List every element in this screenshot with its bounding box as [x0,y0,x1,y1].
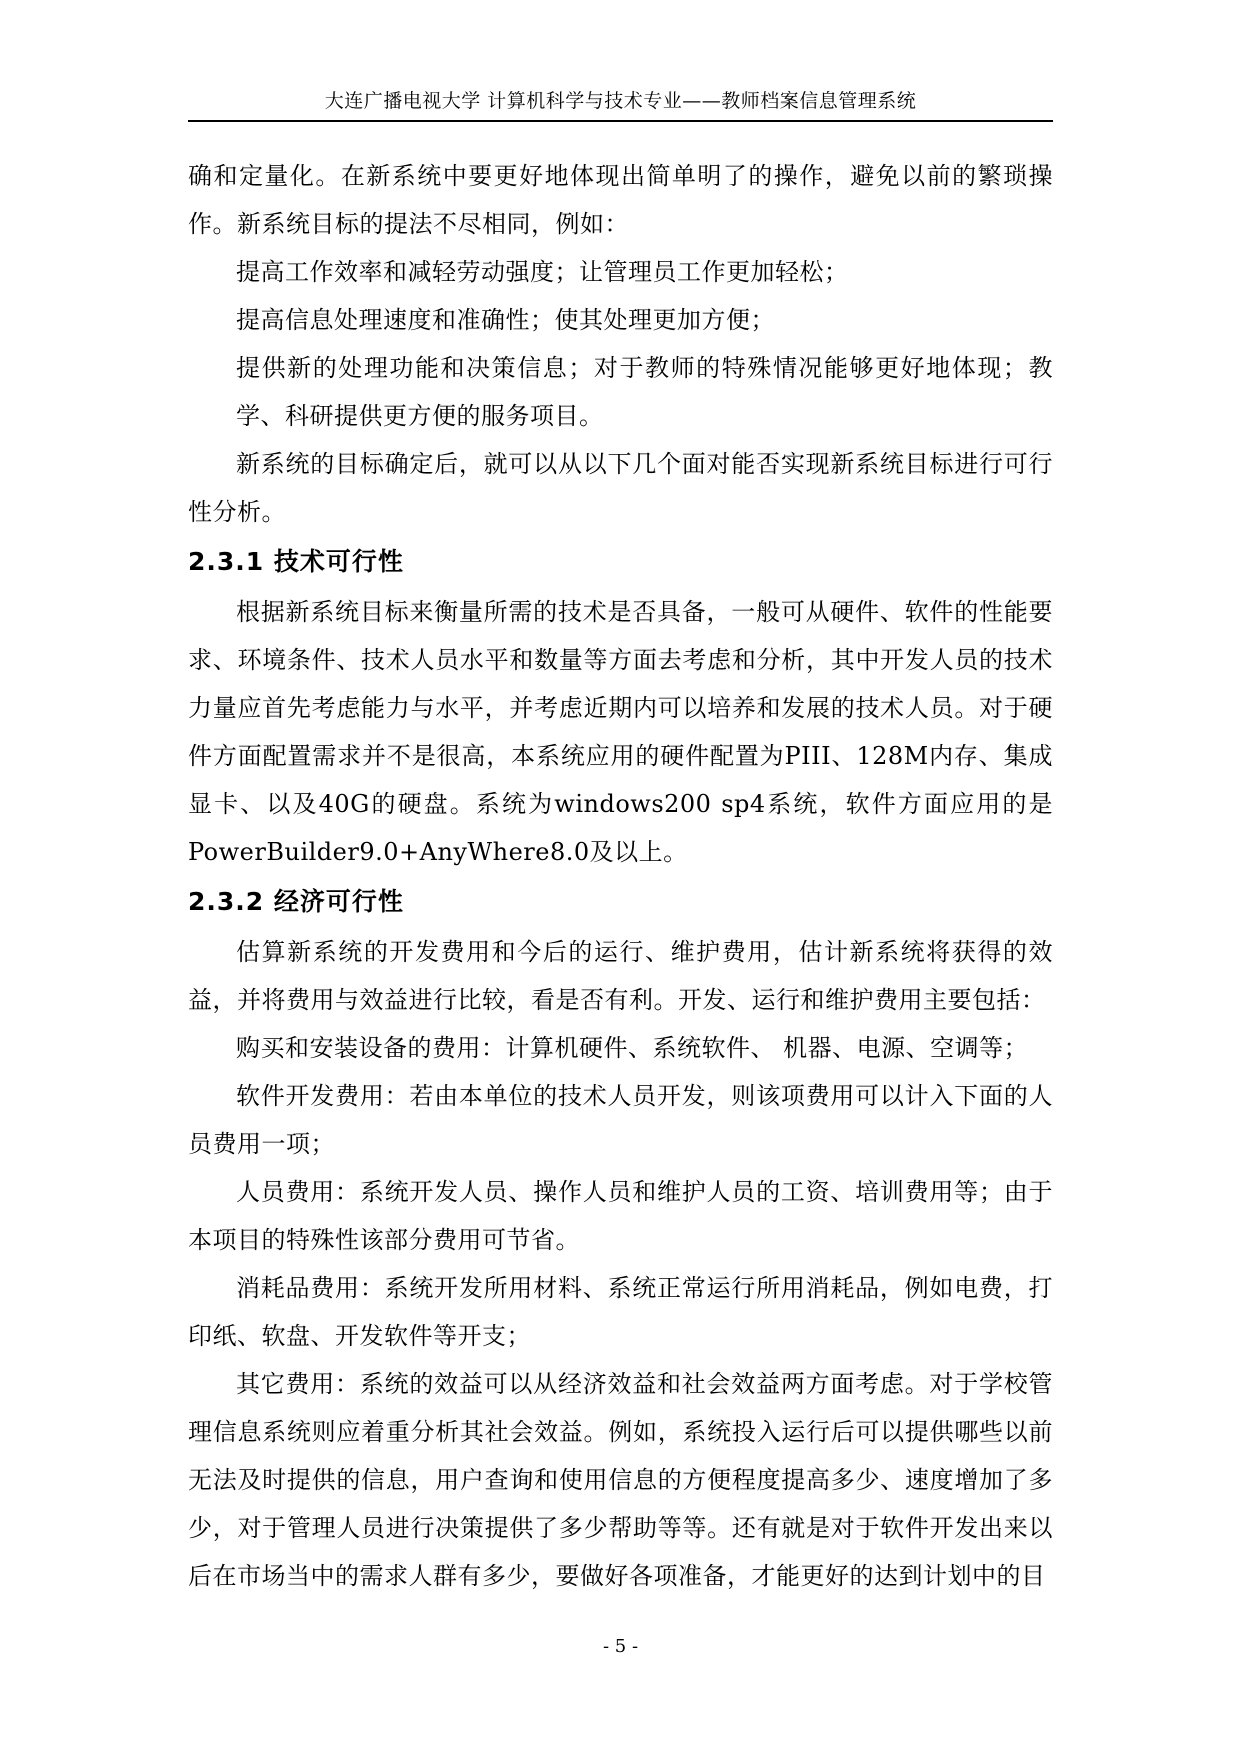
section-heading-economic-feasibility: 2.3.2 经济可行性 [188,887,404,916]
paragraph-economic-intro: 估算新系统的开发费用和今后的运行、维护费用，估计新系统将获得的效益，并将费用与效益进行比较，看是否有利。开发、运行和维护费用主要包括： [188,938,1053,1014]
paragraph-technical-feasibility: 根据新系统目标来衡量所需的技术是否具备，一般可从硬件、软件的性能要求、环境条件、技术人员水平和数量等方面去考虑和分析，其中开发人员的技术力量应首先考虑能力与水平，并考虑近期内可以培养和发展的技术人员。对于硬件方面配置需求并不是很高，本系统应用的硬件配置为PIII、128M内存、集成显卡、以及40G的硬盘。系统为windows200 sp4系统，软件方面应用的是PowerBuilder9.0+AnyWhere8.0及以上。 [188,598,1053,866]
cost-item-other: 其它费用：系统的效益可以从经济效益和社会效益两方面考虑。对于学校管理信息系统则应着重分析其社会效益。例如，系统投入运行后可以提供哪些以前无法及时提供的信息，用户查询和使用信息的方便程度提高多少、速度增加了多少，对于管理人员进行决策提供了多少帮助等等。还有就是对于软件开发出来以后在市场当中的需求人群有多少，要做好各项准备，才能更好的达到计划中的目 [188,1370,1053,1590]
cost-item-consumables: 消耗品费用：系统开发所用材料、系统正常运行所用消耗品，例如电费，打印纸、软盘、开发软件等开支； [188,1274,1053,1350]
cost-item-personnel: 人员费用：系统开发人员、操作人员和维护人员的工资、培训费用等；由于本项目的特殊性该部分费用可节省。 [188,1178,1053,1254]
paragraph-intro-continued: 确和定量化。在新系统中要更好地体现出简单明了的操作，避免以前的繁琐操作。新系统目标的提法不尽相同，例如： [188,162,1053,238]
goal-item-efficiency: 提高工作效率和减轻劳动强度；让管理员工作更加轻松； [236,258,849,286]
document-body [188,152,1053,1600]
cost-item-software: 软件开发费用：若由本单位的技术人员开发，则该项费用可以计入下面的人员费用一项； [188,1082,1053,1158]
goal-item-functions: 提供新的处理功能和决策信息；对于教师的特殊情况能够更好地体现；教学、科研提供更方便的服务项目。 [236,354,1053,430]
paragraph-feasibility-intro: 新系统的目标确定后，就可以从以下几个面对能否实现新系统目标进行可行性分析。 [188,450,1053,526]
section-heading-technical-feasibility: 2.3.1 技术可行性 [188,547,404,576]
cost-item-equipment: 购买和安装设备的费用：计算机硬件、系统软件、 机器、电源、空调等； [236,1034,1029,1062]
page-number: - 5 - [602,1636,639,1657]
header-title: 大连广播电视大学 计算机科学与技术专业——教师档案信息管理系统 [324,90,917,112]
page-header [188,86,1053,122]
goal-item-speed: 提高信息处理速度和准确性；使其处理更加方便； [236,306,775,334]
